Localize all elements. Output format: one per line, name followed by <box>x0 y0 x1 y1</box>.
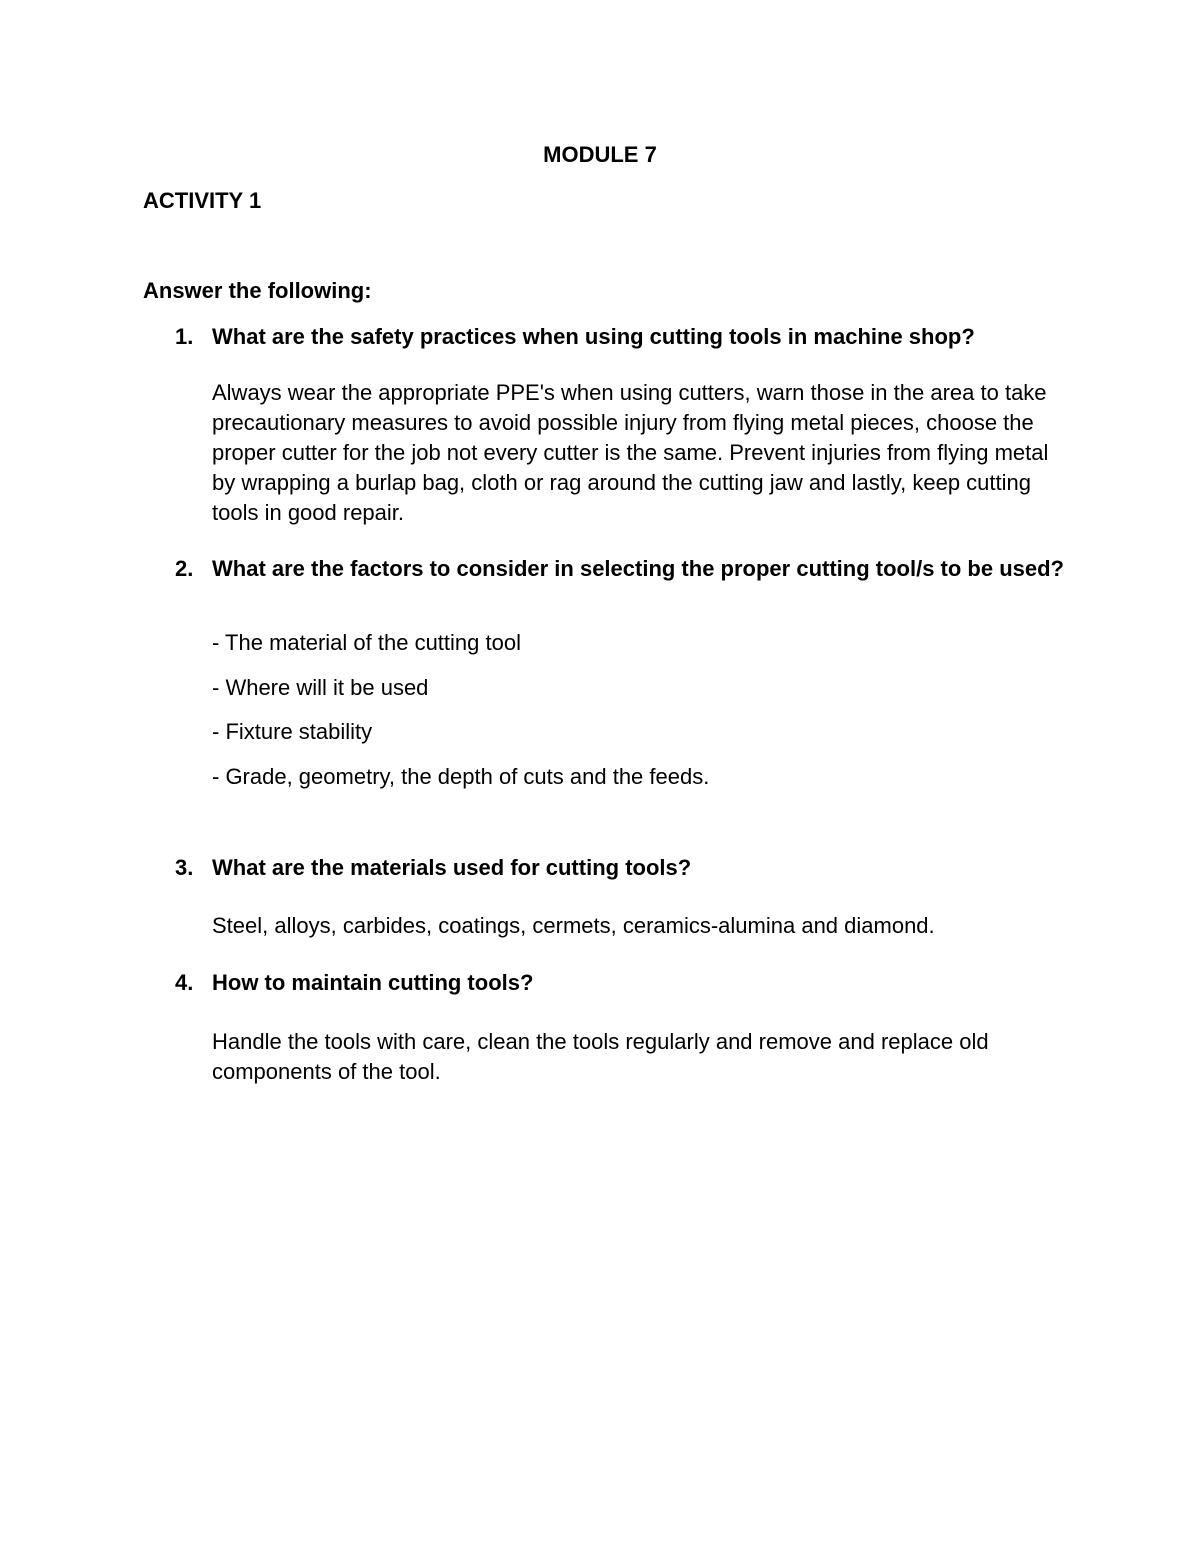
question-text: How to maintain cutting tools? <box>212 970 534 995</box>
factor-item: - Fixture stability <box>212 719 373 744</box>
question-number: 1. <box>175 324 194 349</box>
module-title: MODULE 7 <box>543 142 657 167</box>
answer-3: Steel, alloys, carbides, coatings, cermets, ceramics-alumina and diamond. <box>212 913 935 938</box>
answer-4: Handle the tools with care, clean the tools regularly and remove and replace old components of the tool. <box>212 1029 989 1084</box>
factor-item: - Grade, geometry, the depth of cuts and the feeds. <box>212 764 710 789</box>
answer-1: Always wear the appropriate PPE's when using cutters, warn those in the area to take precautionary measures to avoid possible injury from flying metal pieces, choose the proper cutter for the job not every cutter is the same. Prevent injuries from flying metal by wrapping a burlap bag, cloth or rag around the cutting jaw and lastly, keep cutting tools in good repair. <box>212 380 1049 525</box>
factor-item: - The material of the cutting tool <box>212 630 521 655</box>
question-text: What are the safety practices when using cutting tools in machine shop? <box>212 324 975 349</box>
activity-title: ACTIVITY 1 <box>143 188 262 213</box>
question-number: 2. <box>175 556 194 581</box>
question-number: 4. <box>175 970 194 995</box>
factor-item: - Where will it be used <box>212 675 429 700</box>
question-number: 3. <box>175 855 194 880</box>
question-text: What are the materials used for cutting tools? <box>212 855 692 880</box>
question-text: What are the factors to consider in selecting the proper cutting tool/s to be used? <box>212 556 1064 581</box>
instruction-text: Answer the following: <box>143 278 372 303</box>
